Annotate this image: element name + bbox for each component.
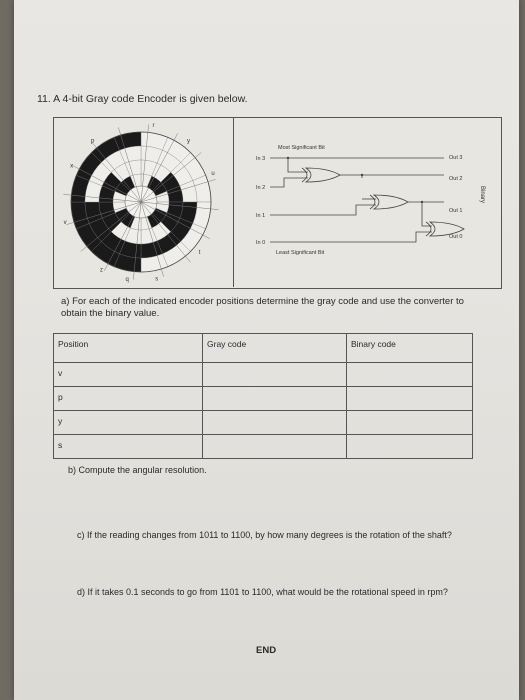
lsb-label: Least Significant Bit xyxy=(276,250,325,256)
position-cell: p xyxy=(54,387,203,411)
encoder-position-label: s xyxy=(155,276,159,283)
encoder-position-label: q xyxy=(125,276,129,283)
header-gray-code: Gray code xyxy=(203,334,347,363)
table-row xyxy=(54,387,473,411)
binary-code-cell[interactable] xyxy=(347,363,473,387)
header-binary-code: Binary code xyxy=(347,334,473,363)
encoder-position-label: t xyxy=(198,250,201,257)
gray-to-binary-converter xyxy=(236,120,498,284)
binary-code-cell[interactable] xyxy=(347,387,473,411)
binary-axis-label: Binary xyxy=(479,186,485,204)
encoder-position-label: p xyxy=(90,138,95,145)
xor-gate-2 xyxy=(374,195,408,209)
input-in2: In 2 xyxy=(256,185,266,191)
question-part-a: a) For each of the indicated encoder positions determine the gray code and use the converter to obtain the binary value. xyxy=(61,296,464,319)
xor-gate-1 xyxy=(306,168,340,182)
output-out3: Out 3 xyxy=(449,155,463,161)
answer-table xyxy=(53,333,473,459)
encoder-position-label: x xyxy=(70,163,74,170)
encoder-position-label: r xyxy=(152,123,155,130)
header-position: Position xyxy=(54,334,203,363)
end-marker: END xyxy=(256,645,277,656)
gray-code-cell[interactable] xyxy=(203,363,347,387)
binary-code-cell[interactable] xyxy=(347,411,473,435)
encoder-position-label: y xyxy=(187,138,191,145)
encoder-position-label: u xyxy=(211,170,215,177)
figure-divider xyxy=(233,117,234,287)
table-row xyxy=(54,435,473,459)
table-row xyxy=(54,363,473,387)
circuit-wires xyxy=(270,158,462,242)
input-in1: In 1 xyxy=(256,213,266,219)
msb-label: Most Significant Bit xyxy=(278,145,325,151)
question-title: 11. A 4-bit Gray code Encoder is given below. xyxy=(37,93,248,105)
gray-code-cell[interactable] xyxy=(203,435,347,459)
position-cell: v xyxy=(54,363,203,387)
encoder-position-label: z xyxy=(100,267,103,274)
gray-code-encoder-disk xyxy=(55,120,231,284)
gray-code-cell[interactable] xyxy=(203,387,347,411)
question-part-b: b) Compute the angular resolution. xyxy=(68,465,207,475)
position-cell: y xyxy=(54,411,203,435)
binary-code-cell[interactable] xyxy=(347,435,473,459)
position-cell: s xyxy=(54,435,203,459)
input-in0: In 0 xyxy=(256,240,266,246)
gray-code-cell[interactable] xyxy=(203,411,347,435)
question-part-d: d) If it takes 0.1 seconds to go from 1101 to 1100, what would be the rotational speed in rpm? xyxy=(77,587,448,597)
output-out2: Out 2 xyxy=(449,176,463,182)
question-part-c: c) If the reading changes from 1011 to 1100, by how many degrees is the rotation of the shaft? xyxy=(77,530,452,540)
input-in3: In 3 xyxy=(256,156,266,162)
output-out1: Out 1 xyxy=(449,208,463,214)
output-out0: Out 0 xyxy=(449,234,463,240)
encoder-position-label: v xyxy=(63,220,67,227)
table-row xyxy=(54,411,473,435)
